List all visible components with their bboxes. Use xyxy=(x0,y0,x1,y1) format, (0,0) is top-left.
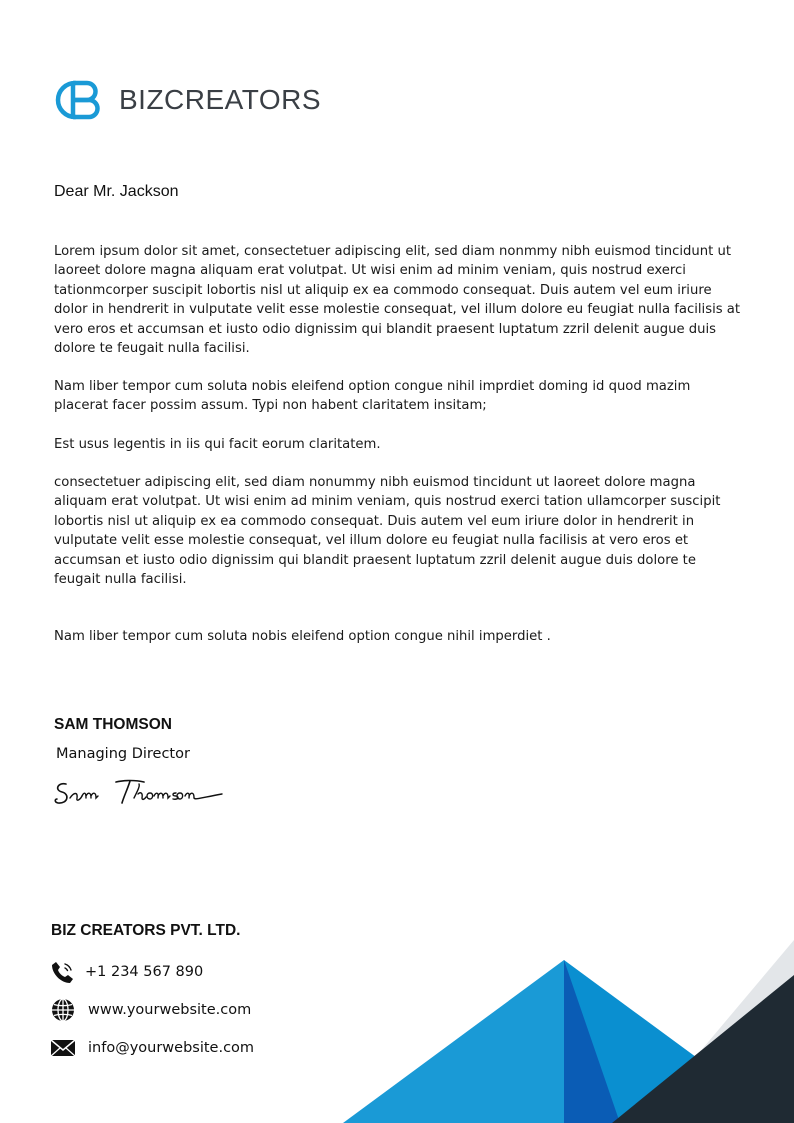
sender-name: SAM THOMSON xyxy=(54,716,172,733)
decor-light-blue-triangle xyxy=(343,960,564,1123)
letter-paragraph: consectetuer adipiscing elit, sed diam nonummy nibh euismod tincidunt ut laoreet dolore magna aliquam erat volutpat. Ut wisi enim ad minim veniam, quis nostrud exerci tation ullamcorper suscipit lobortis nisl ut aliquip ex ea commodo consequat. Duis autem vel eum iriure dolor in hendrerit in vulputate velit esse molestie consequat, vel illum dolore eu feugiat nulla facilisis at vero eros et accumsan et iusto odio dignissim qui blandit praesent luptatum zzril delenit augue duis dolore te feugait nulla facilisi. xyxy=(54,475,721,588)
contact-phone xyxy=(50,959,203,985)
brand-name: BIZCREATORS xyxy=(119,84,322,115)
contact-website xyxy=(50,997,251,1023)
envelope-icon xyxy=(50,1035,76,1061)
letter-paragraph: Nam liber tempor cum soluta nobis eleifend option congue nihil imperdiet . xyxy=(54,629,551,644)
decor-blue-triangle xyxy=(564,960,740,1123)
email-link[interactable]: info@yourwebsite.com xyxy=(88,1040,255,1056)
handwritten-signature xyxy=(52,772,232,812)
letter-paragraph: Lorem ipsum dolor sit amet, consectetuer adipiscing elit, sed diam nonmmy nibh euismod tincidunt ut laoreet dolore magna aliquam erat volutpat. Ut wisi enim ad minim veniam, quis nostrud exerci tationmcorper suscipit lobortis nisl ut aliquip ex ea commodo consequat. Duis autem vel eum iriure dolor in hendrerit in vulputate velit esse molestie consequat, vel illum dolore eu feugiat nulla facilisis at vero eros et accumsan et iusto odio dignissim qui blandit praesent luptatum zzril delenit augue duis dolore te feugait nulla facilisi. xyxy=(54,244,741,357)
contact-email xyxy=(50,1035,254,1061)
phone-number: +1 234 567 890 xyxy=(85,964,204,980)
globe-icon xyxy=(50,997,76,1023)
sender-title: Managing Director xyxy=(56,746,190,762)
bc-monogram-icon xyxy=(53,78,109,122)
decor-light-gray-triangle xyxy=(640,940,794,1123)
salutation: Dear Mr. Jackson xyxy=(54,183,179,200)
company-logo xyxy=(53,78,321,122)
decor-dark-blue-triangle xyxy=(564,960,620,1123)
phone-icon xyxy=(50,959,76,985)
letter-paragraph: Est usus legentis in iis qui facit eorum claritatem. xyxy=(54,437,381,452)
company-name: BIZ CREATORS PVT. LTD. xyxy=(51,922,241,939)
letter-paragraph: Nam liber tempor cum soluta nobis eleifend option congue nihil imprdiet doming id quod mazim placerat facer possim assum. Typi non habent claritatem insitam; xyxy=(54,379,691,414)
decor-dark-triangle xyxy=(612,975,794,1123)
website-link[interactable]: www.yourwebsite.com xyxy=(88,1002,252,1018)
